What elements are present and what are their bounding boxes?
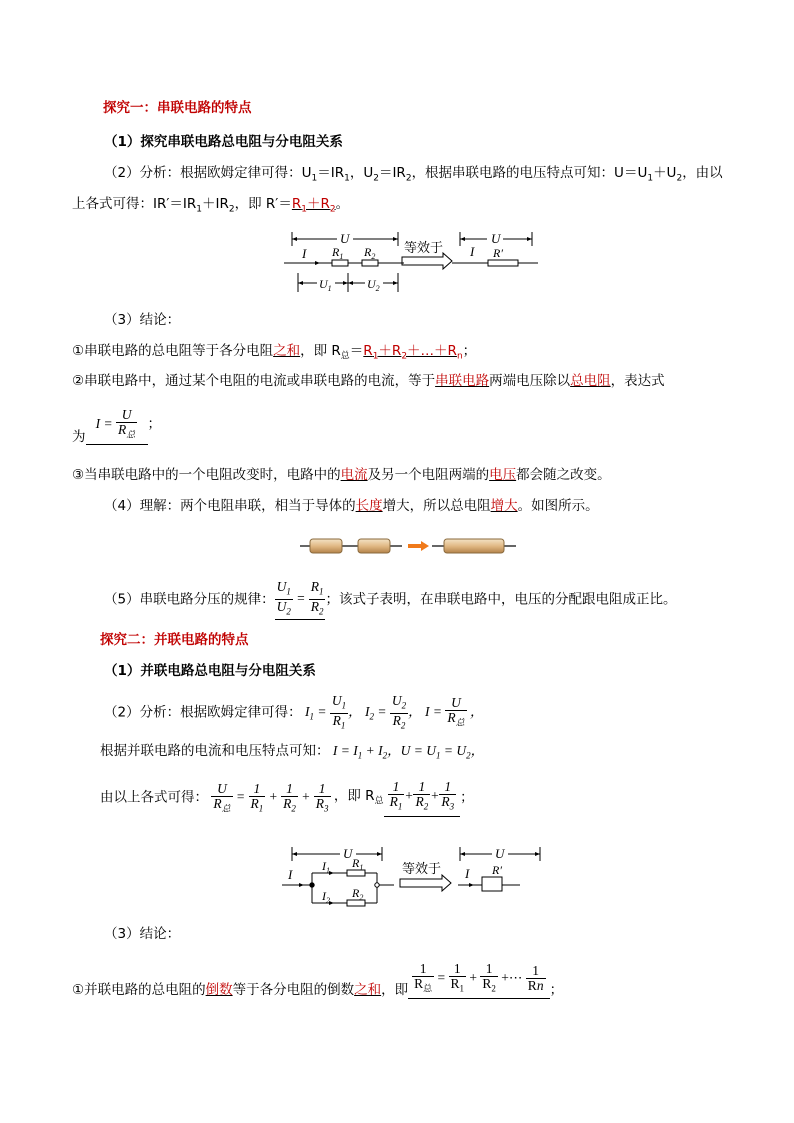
fig1-u2-label: $U_2$	[367, 277, 380, 293]
s1-item1: （1）探究串联电路总电阻与分电阻关系	[104, 134, 343, 150]
fig1-i-label: I	[302, 246, 307, 261]
fig1-r2-label: $R_2$	[364, 245, 376, 261]
s2-item2: （2）分析：根据欧姆定律可得： $I_1$ = $\frac{U_1}{R_1}$ ， $I_2$ = $\frac{U_2}{R_2}$ ， I = $\frac{U}{R_总}$ ，	[104, 693, 484, 731]
s1-conclusion-3: ③当串联电路中的一个电阻改变时，电路中的电流及另一个电阻两端的电压都会随之改变。	[72, 467, 611, 483]
answer-reciprocal-total: $\frac{1}{R_总}$ = $\frac{1}{R_1}$ + $\frac{1}{R_2}$ +⋯ $\frac{1}{Rn}$	[408, 962, 549, 999]
fig2-r2-label: $R_2$	[352, 886, 364, 902]
s1-item2-line1: （2）分析：根据欧姆定律可得：$U_1=IR_1$，$U_2=IR_2$，根据串联电路的电压特点可知：$U=U_1+U_2$，由以	[104, 165, 723, 184]
fig2-equiv-label: 等效于	[402, 862, 442, 877]
fig2-i-label-2: I	[465, 866, 470, 881]
fig1-u1-label: $U_1$	[319, 277, 332, 293]
s2-conclusion-1: ①并联电路的总电阻的倒数等于各分电阻的倒数之和，即 $\frac{1}{R_总}$ = $\frac{1}{R_1}$ + $\frac{1}{R_2}$ +⋯ $\frac{1}{Rn}$ ；	[72, 961, 564, 998]
s2-item4: 由以上各式可得： $\frac{U}{R_总}$ = $\frac{1}{R_1}$ + $\frac{1}{R_2}$ + $\frac{1}{R_3}$ ，即 $R_总$ $\frac{1}{R_1}$ + $\frac{1}{R_2}$ + $\frac{1}{R_3}$ ；	[100, 780, 474, 817]
formula-ohm-branches: $I_1$ = $\frac{U_1}{R_1}$ ， $I_2$ = $\frac{U_2}{R_2}$ ， I = $\frac{U}{R_总}$ ，	[304, 693, 484, 731]
fig2-r1-label: $R_1$	[352, 856, 364, 872]
formula-current-voltage: $I = I_1 + I_2$，$U = U_1 = U_2$，	[332, 743, 485, 761]
s2-item1: （1）并联电路总电阻与分电阻关系	[104, 663, 316, 679]
s1-item5: （5）串联电路分压的规律： $\frac{U_1}{U_2}$ = $\frac{R_1}{R_2}$ ；该式子表明，在串联电路中，电压的分配跟电阻成正比。	[104, 580, 676, 620]
s2-item3: 根据并联电路的电流和电压特点可知： $I = I_1 + I_2$，$U = U_1 = U_2$，	[100, 743, 485, 761]
conductor-length-figure	[298, 536, 520, 556]
fig2-i1-label: $I_1$	[322, 859, 330, 875]
fig1-u-label: U	[340, 231, 350, 246]
fig2-rp-label: R′	[492, 863, 502, 877]
formula-i-equals-u-over-r: I = $\frac{U}{R_总}$	[86, 408, 148, 445]
series-circuit-figure	[280, 226, 542, 296]
s1-item2-line2: 上各式可得：$IR'=IR_1+IR_2$，即 $R'=R_1+R_2$。	[72, 196, 350, 215]
fig2-i2-label: $I_2$	[322, 889, 330, 905]
s1-conclusion-1: ①串联电路的总电阻等于各分电阻之和，即 $R_总=R_1+R_2+\dots+R_n$；	[72, 343, 477, 362]
section2-title: 探究二：并联电路的特点	[100, 632, 249, 648]
s1-item4: （4）理解：两个电阻串联，相当于导体的长度增大，所以总电阻增大。如图所示。	[104, 498, 599, 514]
fig1-i-label-2: I	[470, 244, 475, 259]
s2-conclusion-head: （3）结论：	[104, 926, 181, 942]
answer-r1-r2: $R_1+R_2$	[291, 196, 336, 215]
answer-total-resistance: $\frac{1}{R_1}$ + $\frac{1}{R_2}$ + $\frac{1}{R_3}$	[384, 780, 461, 817]
s1-conclusion-head: （3）结论：	[104, 312, 181, 328]
fig1-equiv-label: 等效于	[404, 241, 444, 256]
fig2-u-label-2: U	[495, 846, 505, 861]
fig2-i-label: I	[288, 867, 293, 882]
parallel-circuit-figure	[282, 843, 544, 915]
formula-voltage-ratio: $\frac{U_1}{U_2}$ = $\frac{R_1}{R_2}$	[275, 580, 326, 620]
section1-title: 探究一：串联电路的特点	[103, 100, 252, 116]
fig1-rp-label: R′	[493, 246, 503, 260]
fig2-u-label: U	[343, 846, 353, 861]
formula-reciprocal-sum: $\frac{U}{R_总}$ = $\frac{1}{R_1}$ + $\frac{1}{R_2}$ + $\frac{1}{R_3}$	[213, 780, 329, 814]
s1-conclusion-2: ②串联电路中，通过某个电阻的电流或串联电路的电流，等于串联电路两端电压除以总电阻，表达式	[72, 373, 665, 389]
fig1-r1-label: $R_1$	[332, 245, 344, 261]
fig1-u-label-2: U	[491, 231, 501, 246]
s1-conclusion-2-formula: 为I = $\frac{U}{R_总}$ ；	[72, 407, 161, 446]
